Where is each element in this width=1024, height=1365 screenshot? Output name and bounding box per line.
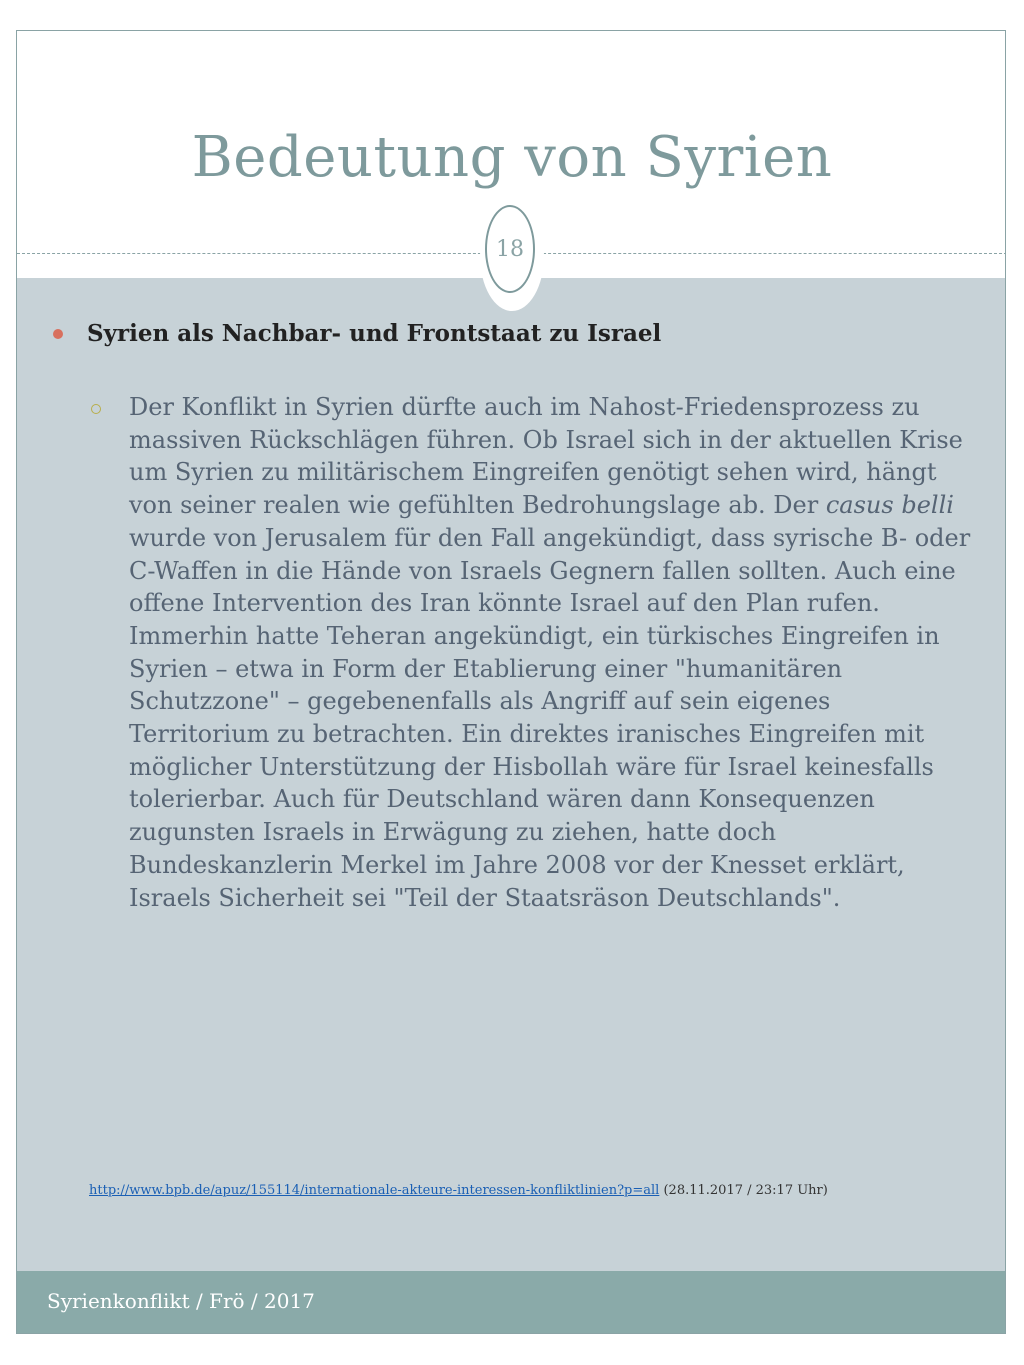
bullet-dot-icon (53, 329, 63, 339)
sub-bullet-item (91, 391, 981, 914)
body-paragraph (129, 391, 974, 914)
paragraph-part-2: wurde von Jerusalem für den Fall angekündigt, dass syrische B- oder C-Waffen in die Hände von Israels Gegnern fallen sollten. Auch eine offene Intervention des Iran könnte Israel auf den Plan rufen. Immerhin hatte Teheran angekündigt, ein türkisches Eingreifen in Syrien – etwa in Form der Etablierung einer "humanitären Schutzzone" – gegebenenfalls als Angriff auf sein eigenes Territorium zu betrachten. Ein direktes iranisches Eingreifen mit möglicher Unterstützung der Hisbollah wäre für Israel keinesfalls tolerierbar. Auch für Deutschland wären dann Konsequenzen zugunsten Israels in Erwägung zu ziehen, hatte doch Bundeskanzlerin Merkel im Jahre 2008 vor der Knesset erklärt, Israels Sicherheit sei "Teil der Staatsräson Deutschlands". (129, 523, 971, 912)
bullet-item-main (53, 319, 973, 349)
footer-bar (17, 1271, 1006, 1334)
page-number-badge (485, 205, 535, 293)
source-link[interactable]: http://www.bpb.de/apuz/155114/internationale-akteure-interessen-konfliktlinien?p=all (89, 1183, 660, 1198)
slide-frame (16, 30, 1006, 1334)
bullet-heading: Syrien als Nachbar- und Frontstaat zu Israel (87, 320, 662, 347)
page-number: 18 (496, 236, 524, 262)
paragraph-italic-term: casus belli (825, 491, 954, 520)
source-date: (28.11.2017 / 23:17 Uhr) (659, 1183, 828, 1198)
paragraph-part-1: Der Konflikt in Syrien dürfte auch im Nahost-Friedensprozess zu massiven Rückschlägen führen. Ob Israel sich in der aktuellen Krise um Syrien zu militärischem Eingreifen genötigt sehen wird, hängt von seiner realen wie gefühlten Bedrohungslage ab. Der (129, 393, 963, 520)
footer-text: Syrienkonflikt / Frö / 2017 (47, 1289, 315, 1313)
sub-bullet-ring-icon (91, 404, 101, 414)
source-citation (89, 1183, 969, 1198)
slide-title: Bedeutung von Syrien (191, 125, 833, 190)
